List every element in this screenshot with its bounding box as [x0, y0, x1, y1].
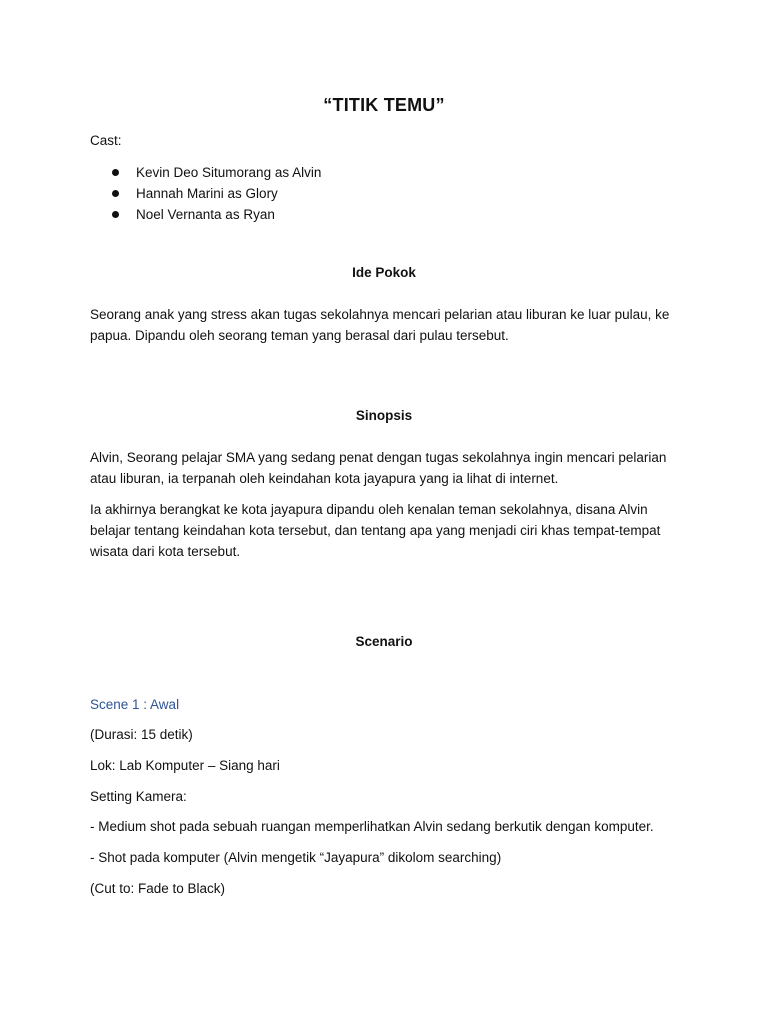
cast-member: Hannah Marini as Glory — [136, 186, 278, 201]
bullet-icon — [112, 169, 119, 176]
scene-label: Scene 1 : Awal — [90, 697, 180, 712]
scenario-duration: (Durasi: 15 detik) — [90, 727, 193, 742]
list-item — [110, 183, 321, 204]
sinopsis-paragraph-1: Alvin, Seorang pelajar SMA yang sedang penat dengan tugas sekolahnya ingin mencari pelarian atau liburan, ia terpanah oleh keindahan kota jayapura yang ia lihat di internet. — [90, 450, 667, 486]
cast-member: Kevin Deo Situmorang as Alvin — [136, 165, 322, 180]
document-title: “TITIK TEMU” — [323, 95, 445, 115]
scenario-shot-1: - Medium shot pada sebuah ruangan memperlihatkan Alvin sedang berkutik dengan komputer. — [90, 819, 654, 834]
scenario-heading: Scenario — [355, 634, 413, 649]
sinopsis-paragraph-2: Ia akhirnya berangkat ke kota jayapura dipandu oleh kenalan teman sekolahnya, disana Alvin belajar tentang keindahan kota tersebut, dan tentang apa yang menjadi ciri khas tempat-tempat wisata dari kota tersebut. — [90, 502, 661, 559]
scenario-camera-setting: Setting Kamera: — [90, 789, 187, 804]
ide-pokok-heading: Ide Pokok — [352, 265, 416, 280]
ide-pokok-text: Seorang anak yang stress akan tugas sekolahnya mencari pelarian atau liburan ke luar pulau, ke papua. Dipandu oleh seorang teman yang berasal dari pulau tersebut. — [90, 307, 670, 343]
list-item — [110, 162, 321, 183]
cast-list — [110, 162, 321, 225]
bullet-icon — [112, 211, 119, 218]
cast-label: Cast: — [90, 133, 122, 148]
scenario-shot-2: - Shot pada komputer (Alvin mengetik “Jayapura” dikolom searching) — [90, 850, 502, 865]
scenario-location: Lok: Lab Komputer – Siang hari — [90, 758, 280, 773]
cast-member: Noel Vernanta as Ryan — [136, 207, 275, 222]
list-item — [110, 204, 321, 225]
sinopsis-heading: Sinopsis — [355, 408, 413, 423]
scenario-transition: (Cut to: Fade to Black) — [90, 881, 226, 896]
bullet-icon — [112, 190, 119, 197]
